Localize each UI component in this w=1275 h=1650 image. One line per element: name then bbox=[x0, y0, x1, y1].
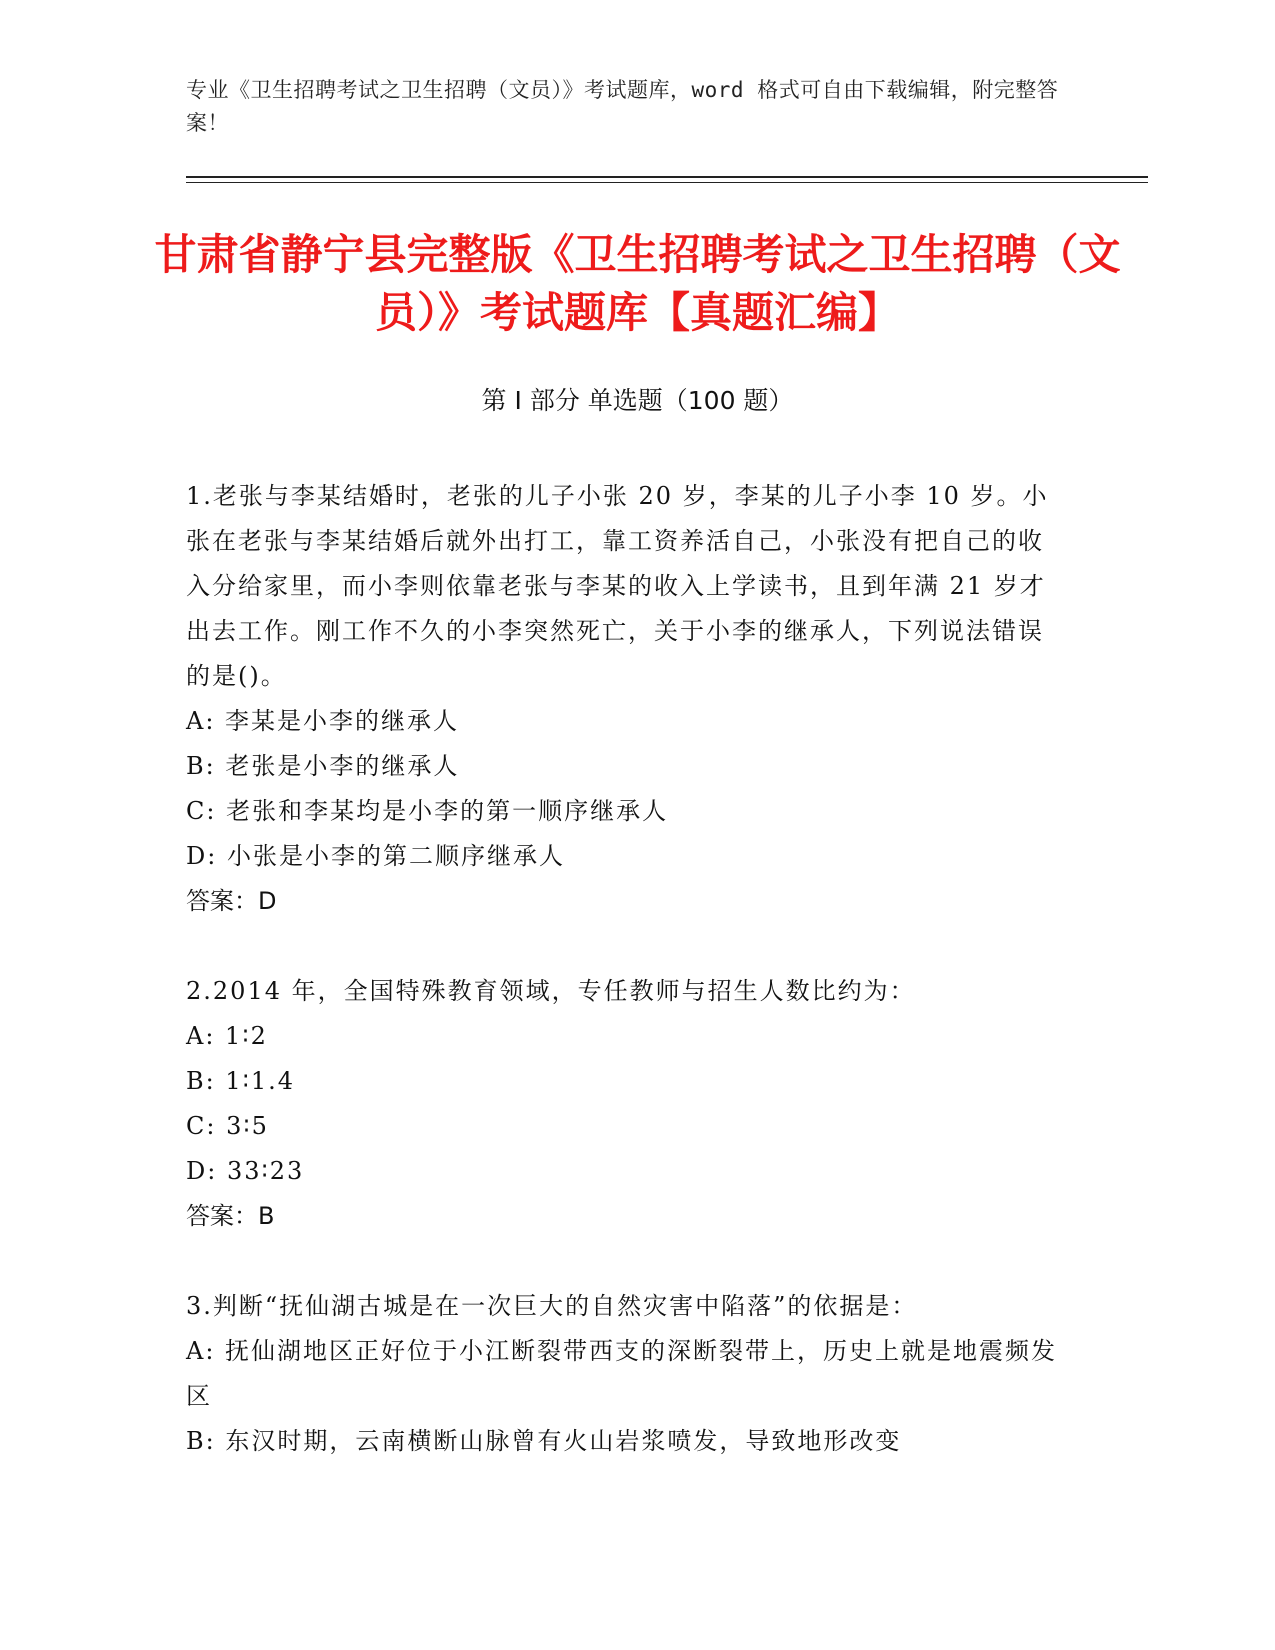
question-2 bbox=[186, 969, 1066, 1239]
header-divider bbox=[186, 176, 1148, 178]
section-title: 第 I 部分 单选题（100 题） bbox=[481, 386, 794, 415]
answer: 答案：B bbox=[186, 1202, 275, 1230]
answer: 答案：D bbox=[186, 887, 277, 915]
header-note: 专业《卫生招聘考试之卫生招聘（文员）》考试题库，word 格式可自由下载编辑，附完整答案！ bbox=[186, 78, 1059, 135]
question-stem: 3.判断“抚仙湖古城是在一次巨大的自然灾害中陷落”的依据是： bbox=[186, 1292, 918, 1320]
option-d: D: 小张是小李的第二顺序继承人 bbox=[186, 842, 565, 870]
option-d: D: 33∶23 bbox=[186, 1157, 305, 1185]
option-b: B: 老张是小李的继承人 bbox=[186, 752, 460, 780]
question-stem: 2.2014 年，全国特殊教育领域，专任教师与招生人数比约为： bbox=[186, 977, 916, 1005]
option-b: B: 1∶1.4 bbox=[186, 1067, 296, 1095]
option-c: C: 3∶5 bbox=[186, 1112, 269, 1140]
question-1 bbox=[186, 474, 1066, 924]
option-a: A: 抚仙湖地区正好位于小江断裂带西支的深断裂带上，历史上就是地震频发区 bbox=[186, 1337, 1058, 1410]
option-a: A: 李某是小李的继承人 bbox=[186, 707, 460, 735]
option-a: A: 1∶2 bbox=[186, 1022, 268, 1050]
option-b: B: 东汉时期，云南横断山脉曾有火山岩浆喷发，导致地形改变 bbox=[186, 1427, 902, 1455]
document-title: 甘肃省静宁县完整版《卫生招聘考试之卫生招聘（文员）》考试题库【真题汇编】 bbox=[154, 230, 1121, 337]
question-list bbox=[186, 474, 1066, 1509]
header-divider-thin bbox=[186, 182, 1148, 183]
question-3 bbox=[186, 1284, 1066, 1464]
option-c: C: 老张和李某均是小李的第一顺序继承人 bbox=[186, 797, 669, 825]
question-stem: 1.老张与李某结婚时，老张的儿子小张 20 岁，李某的儿子小李 10 岁。小张在老张与李某结婚后就外出打工，靠工资养活自己，小张没有把自己的收入分给家里，而小李则依靠老张与李某的收入上学读书，且到年满 21 岁才出去工作。刚工作不久的小李突然死亡，关于小李的继承人，下列说法错误的是()。 bbox=[186, 482, 1049, 690]
